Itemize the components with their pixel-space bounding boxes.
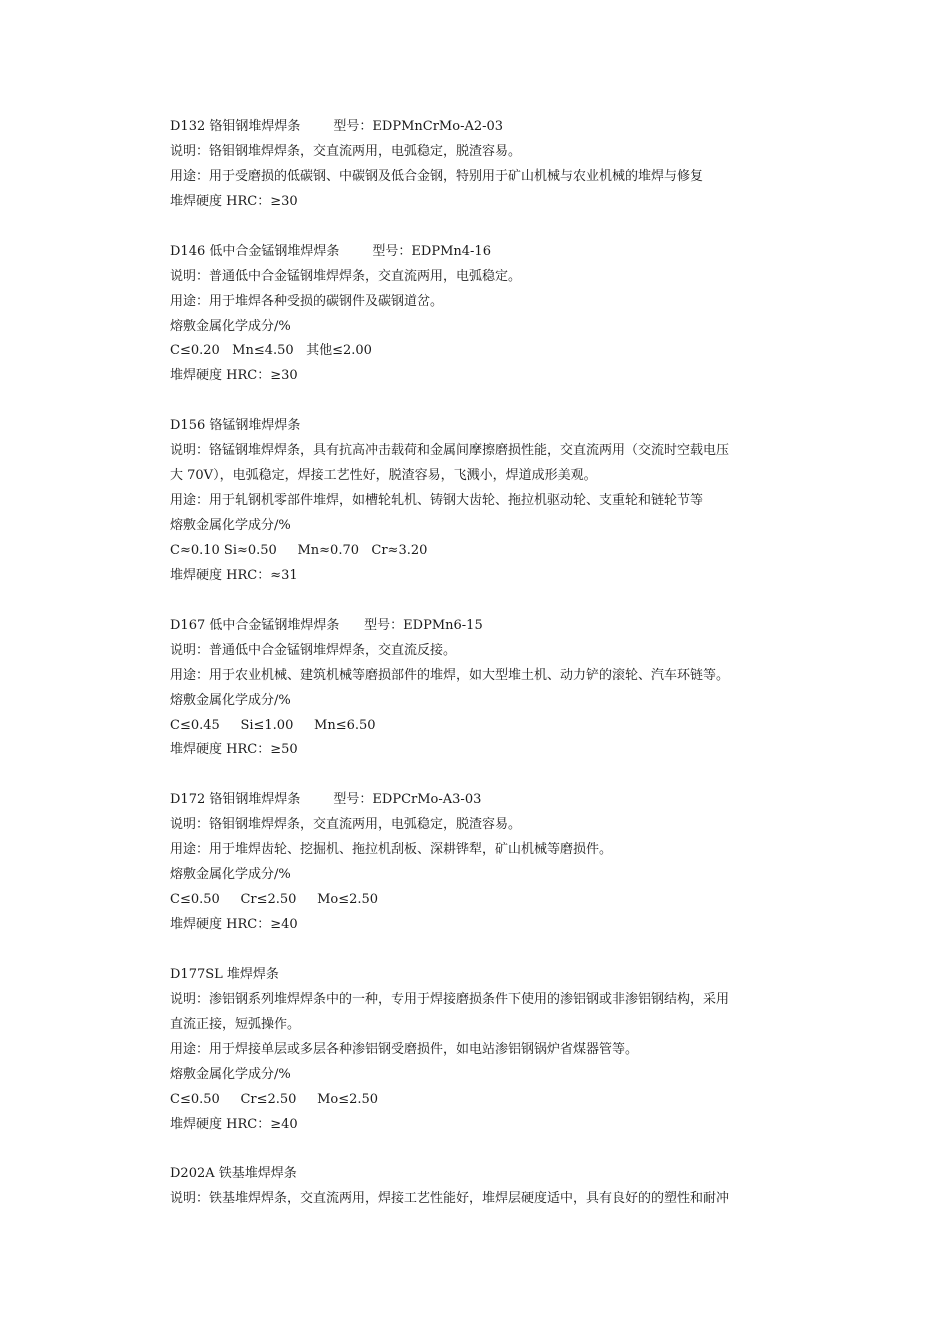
electrode-entry — [170, 788, 810, 938]
entry-spacer — [170, 763, 810, 788]
entry-line: 用途：用于受磨损的低碳钢、中碳钢及低合金钢，特别用于矿山机械与农业机械的堆焊与修复 — [170, 168, 704, 184]
entry-spacer — [170, 215, 810, 240]
entry-line: 说明：铬钼钢堆焊焊条，交直流两用，电弧稳定，脱渣容易。 — [170, 817, 522, 833]
electrode-entry — [170, 1162, 810, 1212]
entry-line: 直流正接，短弧操作。 — [170, 1016, 301, 1032]
electrode-entry — [170, 115, 810, 215]
entry-line: 用途：用于堆焊各种受损的碳钢件及碳钢道岔。 — [170, 293, 444, 309]
entry-line: C≈0.10 Si≈0.50 Mn≈0.70 Cr≈3.20 — [170, 542, 428, 558]
entry-heading: D172 铬钼钢堆焊焊条 型号：EDPCrMo-A3-03 — [170, 792, 482, 808]
entry-heading: D132 铬钼钢堆焊焊条 型号：EDPMnCrMo-A2-03 — [170, 119, 504, 134]
electrode-entry — [170, 240, 810, 390]
entry-heading: D146 低中合金锰钢堆焊焊条 型号：EDPMn4-16 — [170, 243, 491, 259]
document-body — [170, 115, 810, 1212]
entry-heading: D177SL 堆焊焊条 — [170, 966, 279, 982]
electrode-entry — [170, 614, 810, 764]
entry-line: C≤0.45 Si≤1.00 Mn≤6.50 — [170, 717, 376, 733]
entry-heading: D156 铬锰钢堆焊焊条 — [170, 418, 301, 434]
entry-line: 大 70V），电弧稳定，焊接工艺性好，脱渣容易，飞溅小，焊道成形美观。 — [170, 468, 597, 484]
entry-line: 熔敷金属化学成分/% — [170, 692, 291, 708]
entry-line: C≤0.50 Cr≤2.50 Mo≤2.50 — [170, 892, 379, 908]
entry-line: 堆焊硬度 HRC：≥30 — [170, 193, 298, 209]
entry-heading: D202A 铁基堆焊焊条 — [170, 1166, 297, 1182]
entry-line: 说明：渗铝钢系列堆焊焊条中的一种，专用于焊接磨损条件下使用的渗铝钢或非渗铝钢结构，采用 — [170, 991, 730, 1007]
entry-spacer — [170, 589, 810, 614]
entry-line: C≤0.50 Cr≤2.50 Mo≤2.50 — [170, 1091, 379, 1107]
electrode-entry — [170, 963, 810, 1138]
entry-line: 熔敷金属化学成分/% — [170, 518, 291, 533]
entry-line: 说明：普通低中合金锰钢堆焊焊条，交直流两用，电弧稳定。 — [170, 268, 522, 284]
entry-heading: D167 低中合金锰钢堆焊焊条 型号：EDPMn6-15 — [170, 617, 483, 633]
entry-line: 堆焊硬度 HRC：≈31 — [170, 567, 298, 583]
entry-line: 熔敷金属化学成分/% — [170, 1066, 291, 1082]
entry-line: 说明：铬锰钢堆焊焊条，具有抗高冲击载荷和金属间摩擦磨损性能，交直流两用（交流时空载电压 — [170, 443, 730, 459]
entry-line: 堆焊硬度 HRC：≥50 — [170, 742, 298, 758]
entry-spacer — [170, 389, 810, 414]
entry-line: 用途：用于农业机械、建筑机械等磨损部件的堆焊，如大型堆土机、动力铲的滚轮、汽车环链等。 — [170, 667, 730, 683]
entry-line: 堆焊硬度 HRC：≥40 — [170, 917, 298, 932]
entry-line: 熔敷金属化学成分/% — [170, 867, 291, 883]
entry-line: 熔敷金属化学成分/% — [170, 318, 291, 334]
entry-line: 堆焊硬度 HRC：≥40 — [170, 1116, 298, 1132]
entry-spacer — [170, 1137, 810, 1162]
entry-line: 用途：用于轧钢机零部件堆焊，如槽轮轧机、铸钢大齿轮、拖拉机驱动轮、支重轮和链轮节等 — [170, 493, 704, 509]
entry-line: 堆焊硬度 HRC：≥30 — [170, 368, 298, 384]
entry-line: C≤0.20 Mn≤4.50 其他≤2.00 — [170, 343, 372, 359]
entry-line: 用途：用于焊接单层或多层各种渗铝钢受磨损件，如电站渗铝钢锅炉省煤器管等。 — [170, 1041, 639, 1057]
entry-line: 说明：铁基堆焊焊条，交直流两用，焊接工艺性能好，堆焊层硬度适中，具有良好的的塑性和耐冲 — [170, 1191, 730, 1207]
entry-line: 说明：普通低中合金锰钢堆焊焊条，交直流反接。 — [170, 642, 457, 658]
electrode-entry — [170, 414, 810, 589]
entry-line: 用途：用于堆焊齿轮、挖掘机、拖拉机刮板、深耕铧犁，矿山机械等磨损件。 — [170, 842, 613, 858]
entry-line: 说明：铬钼钢堆焊焊条，交直流两用，电弧稳定，脱渣容易。 — [170, 143, 522, 159]
entry-spacer — [170, 938, 810, 963]
